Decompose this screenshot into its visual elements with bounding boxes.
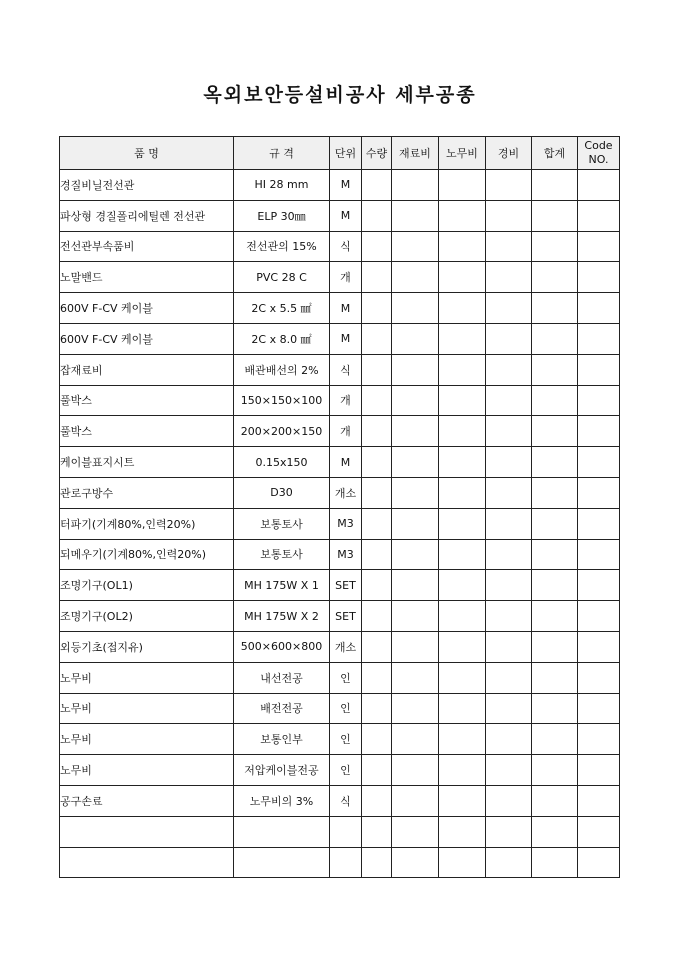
item-quantity-cell (362, 477, 392, 508)
item-labor-cost-cell (439, 354, 486, 385)
item-code-cell (578, 816, 620, 847)
item-expense-cell (486, 785, 532, 816)
item-quantity-cell (362, 601, 392, 632)
item-material-cost-cell (392, 262, 439, 293)
table-row (60, 447, 620, 478)
item-labor-cost-cell (439, 755, 486, 786)
item-spec-cell: 저압케이블전공 (234, 755, 330, 786)
header-code-no (578, 137, 620, 170)
item-code-cell (578, 477, 620, 508)
item-quantity-cell (362, 755, 392, 786)
item-material-cost-cell (392, 200, 439, 231)
item-unit-cell: 개소 (330, 477, 362, 508)
item-unit-cell: 식 (330, 231, 362, 262)
item-code-cell (578, 231, 620, 262)
table-row (60, 293, 620, 324)
item-spec-cell: 200×200×150 (234, 416, 330, 447)
item-material-cost-cell (392, 724, 439, 755)
table-row (60, 508, 620, 539)
item-total-cell (532, 539, 578, 570)
item-material-cost-cell (392, 662, 439, 693)
item-unit-cell (330, 847, 362, 878)
item-quantity-cell (362, 262, 392, 293)
item-spec-cell: 보통토사 (234, 508, 330, 539)
item-total-cell (532, 416, 578, 447)
item-code-cell (578, 447, 620, 478)
cost-breakdown-table (59, 136, 620, 878)
header-total: 합계 (532, 137, 578, 170)
item-name-cell: 노말밴드 (60, 262, 234, 293)
item-expense-cell (486, 508, 532, 539)
item-code-cell (578, 631, 620, 662)
item-expense-cell (486, 724, 532, 755)
item-quantity-cell (362, 816, 392, 847)
item-quantity-cell (362, 570, 392, 601)
item-total-cell (532, 601, 578, 632)
item-spec-cell (234, 816, 330, 847)
item-unit-cell: M (330, 200, 362, 231)
header-name: 품 명 (60, 137, 234, 170)
item-quantity-cell (362, 847, 392, 878)
item-unit-cell: 개 (330, 262, 362, 293)
item-unit-cell: 인 (330, 693, 362, 724)
item-name-cell: 노무비 (60, 755, 234, 786)
item-quantity-cell (362, 724, 392, 755)
table-row (60, 262, 620, 293)
item-expense-cell (486, 293, 532, 324)
item-labor-cost-cell (439, 662, 486, 693)
table-row (60, 847, 620, 878)
item-unit-cell: M3 (330, 508, 362, 539)
item-expense-cell (486, 816, 532, 847)
item-total-cell (532, 293, 578, 324)
table-row (60, 816, 620, 847)
table-row (60, 385, 620, 416)
item-name-cell: 600V F-CV 케이블 (60, 293, 234, 324)
item-name-cell: 노무비 (60, 693, 234, 724)
item-spec-cell: 노무비의 3% (234, 785, 330, 816)
item-name-cell: 외등기초(접지유) (60, 631, 234, 662)
item-unit-cell: M (330, 293, 362, 324)
item-spec-cell: HI 28 mm (234, 170, 330, 201)
item-quantity-cell (362, 539, 392, 570)
item-unit-cell: 개 (330, 416, 362, 447)
item-unit-cell: 개 (330, 385, 362, 416)
item-labor-cost-cell (439, 785, 486, 816)
item-spec-cell: 2C x 5.5 ㎟ (234, 293, 330, 324)
item-spec-cell: 배전전공 (234, 693, 330, 724)
header-code-line2: NO. (588, 153, 609, 166)
item-expense-cell (486, 262, 532, 293)
item-material-cost-cell (392, 755, 439, 786)
item-total-cell (532, 385, 578, 416)
header-spec: 규 격 (234, 137, 330, 170)
item-quantity-cell (362, 662, 392, 693)
item-spec-cell: D30 (234, 477, 330, 508)
item-code-cell (578, 170, 620, 201)
item-expense-cell (486, 693, 532, 724)
item-spec-cell: PVC 28 C (234, 262, 330, 293)
item-quantity-cell (362, 631, 392, 662)
table-row (60, 231, 620, 262)
page-title: 옥외보안등설비공사 세부공종 (203, 84, 477, 106)
item-name-cell: 조명기구(OL2) (60, 601, 234, 632)
item-name-cell (60, 847, 234, 878)
item-code-cell (578, 724, 620, 755)
item-quantity-cell (362, 323, 392, 354)
item-total-cell (532, 847, 578, 878)
item-spec-cell: 0.15x150 (234, 447, 330, 478)
item-total-cell (532, 477, 578, 508)
item-code-cell (578, 662, 620, 693)
item-total-cell (532, 508, 578, 539)
item-spec-cell: MH 175W X 2 (234, 601, 330, 632)
item-labor-cost-cell (439, 231, 486, 262)
table-row (60, 200, 620, 231)
item-code-cell (578, 323, 620, 354)
item-material-cost-cell (392, 847, 439, 878)
item-labor-cost-cell (439, 200, 486, 231)
item-expense-cell (486, 631, 532, 662)
item-expense-cell (486, 354, 532, 385)
item-spec-cell: 500×600×800 (234, 631, 330, 662)
item-labor-cost-cell (439, 539, 486, 570)
item-expense-cell (486, 847, 532, 878)
item-expense-cell (486, 447, 532, 478)
item-spec-cell: 내선전공 (234, 662, 330, 693)
item-name-cell: 되메우기(기계80%,인력20%) (60, 539, 234, 570)
item-material-cost-cell (392, 447, 439, 478)
item-unit-cell: SET (330, 601, 362, 632)
header-expense: 경비 (486, 137, 532, 170)
item-expense-cell (486, 416, 532, 447)
item-quantity-cell (362, 231, 392, 262)
item-total-cell (532, 755, 578, 786)
item-material-cost-cell (392, 816, 439, 847)
header-material-cost: 재료비 (392, 137, 439, 170)
table-row (60, 755, 620, 786)
table-row (60, 170, 620, 201)
item-total-cell (532, 354, 578, 385)
item-name-cell: 경질비닐전선관 (60, 170, 234, 201)
item-unit-cell: M (330, 447, 362, 478)
item-total-cell (532, 816, 578, 847)
item-unit-cell: 식 (330, 785, 362, 816)
item-code-cell (578, 385, 620, 416)
item-code-cell (578, 785, 620, 816)
item-code-cell (578, 693, 620, 724)
item-code-cell (578, 200, 620, 231)
item-expense-cell (486, 477, 532, 508)
item-name-cell: 터파기(기계80%,인력20%) (60, 508, 234, 539)
item-material-cost-cell (392, 416, 439, 447)
item-name-cell: 조명기구(OL1) (60, 570, 234, 601)
item-material-cost-cell (392, 231, 439, 262)
item-code-cell (578, 570, 620, 601)
item-expense-cell (486, 231, 532, 262)
item-labor-cost-cell (439, 631, 486, 662)
item-material-cost-cell (392, 601, 439, 632)
item-code-cell (578, 354, 620, 385)
item-material-cost-cell (392, 354, 439, 385)
header-unit: 단위 (330, 137, 362, 170)
item-quantity-cell (362, 354, 392, 385)
item-spec-cell: MH 175W X 1 (234, 570, 330, 601)
item-labor-cost-cell (439, 477, 486, 508)
item-total-cell (532, 631, 578, 662)
table-row (60, 477, 620, 508)
item-code-cell (578, 539, 620, 570)
item-labor-cost-cell (439, 293, 486, 324)
item-quantity-cell (362, 785, 392, 816)
item-unit-cell: 인 (330, 724, 362, 755)
item-labor-cost-cell (439, 323, 486, 354)
item-expense-cell (486, 323, 532, 354)
item-quantity-cell (362, 200, 392, 231)
item-name-cell: 파상형 경질폴리에틸렌 전선관 (60, 200, 234, 231)
item-code-cell (578, 416, 620, 447)
item-spec-cell: 보통토사 (234, 539, 330, 570)
item-quantity-cell (362, 508, 392, 539)
item-spec-cell: ELP 30㎜ (234, 200, 330, 231)
table-row (60, 539, 620, 570)
table-row (60, 570, 620, 601)
item-expense-cell (486, 539, 532, 570)
item-material-cost-cell (392, 539, 439, 570)
item-labor-cost-cell (439, 416, 486, 447)
item-labor-cost-cell (439, 847, 486, 878)
table-row (60, 416, 620, 447)
item-expense-cell (486, 385, 532, 416)
item-code-cell (578, 293, 620, 324)
table-row (60, 323, 620, 354)
item-name-cell: 잡재료비 (60, 354, 234, 385)
header-quantity: 수량 (362, 137, 392, 170)
item-total-cell (532, 323, 578, 354)
item-material-cost-cell (392, 170, 439, 201)
item-labor-cost-cell (439, 170, 486, 201)
item-unit-cell: SET (330, 570, 362, 601)
item-quantity-cell (362, 693, 392, 724)
item-name-cell: 공구손료 (60, 785, 234, 816)
item-material-cost-cell (392, 785, 439, 816)
item-quantity-cell (362, 170, 392, 201)
item-total-cell (532, 447, 578, 478)
item-labor-cost-cell (439, 508, 486, 539)
item-name-cell (60, 816, 234, 847)
table-header-row (60, 137, 620, 170)
item-name-cell: 관로구방수 (60, 477, 234, 508)
item-expense-cell (486, 662, 532, 693)
item-total-cell (532, 693, 578, 724)
table-body (60, 170, 620, 878)
item-unit-cell: 식 (330, 354, 362, 385)
item-unit-cell (330, 816, 362, 847)
item-labor-cost-cell (439, 693, 486, 724)
item-name-cell: 노무비 (60, 724, 234, 755)
item-material-cost-cell (392, 508, 439, 539)
item-material-cost-cell (392, 385, 439, 416)
table-row (60, 631, 620, 662)
item-name-cell: 풀박스 (60, 385, 234, 416)
item-material-cost-cell (392, 693, 439, 724)
item-material-cost-cell (392, 570, 439, 601)
item-expense-cell (486, 200, 532, 231)
item-spec-cell (234, 847, 330, 878)
item-unit-cell: M (330, 170, 362, 201)
item-spec-cell: 보통인부 (234, 724, 330, 755)
item-unit-cell: 개소 (330, 631, 362, 662)
header-code-line1: Code (584, 139, 613, 152)
item-total-cell (532, 570, 578, 601)
item-name-cell: 케이블표지시트 (60, 447, 234, 478)
item-total-cell (532, 662, 578, 693)
item-total-cell (532, 785, 578, 816)
item-total-cell (532, 200, 578, 231)
item-name-cell: 풀박스 (60, 416, 234, 447)
item-material-cost-cell (392, 631, 439, 662)
item-name-cell: 전선관부속품비 (60, 231, 234, 262)
table-row (60, 354, 620, 385)
item-unit-cell: 인 (330, 755, 362, 786)
item-code-cell (578, 847, 620, 878)
item-code-cell (578, 508, 620, 539)
item-name-cell: 노무비 (60, 662, 234, 693)
item-quantity-cell (362, 416, 392, 447)
item-expense-cell (486, 755, 532, 786)
item-quantity-cell (362, 447, 392, 478)
item-spec-cell: 전선관의 15% (234, 231, 330, 262)
item-unit-cell: 인 (330, 662, 362, 693)
item-labor-cost-cell (439, 570, 486, 601)
item-expense-cell (486, 170, 532, 201)
item-total-cell (532, 170, 578, 201)
item-labor-cost-cell (439, 385, 486, 416)
item-labor-cost-cell (439, 601, 486, 632)
item-code-cell (578, 601, 620, 632)
item-labor-cost-cell (439, 724, 486, 755)
item-unit-cell: M3 (330, 539, 362, 570)
item-spec-cell: 2C x 8.0 ㎟ (234, 323, 330, 354)
header-labor-cost: 노무비 (439, 137, 486, 170)
item-quantity-cell (362, 385, 392, 416)
item-total-cell (532, 231, 578, 262)
item-labor-cost-cell (439, 262, 486, 293)
item-code-cell (578, 755, 620, 786)
item-spec-cell: 150×150×100 (234, 385, 330, 416)
item-spec-cell: 배관배선의 2% (234, 354, 330, 385)
table-row (60, 601, 620, 632)
item-total-cell (532, 262, 578, 293)
item-expense-cell (486, 570, 532, 601)
item-total-cell (532, 724, 578, 755)
table-row (60, 785, 620, 816)
table-row (60, 693, 620, 724)
item-material-cost-cell (392, 477, 439, 508)
table-row (60, 662, 620, 693)
item-material-cost-cell (392, 323, 439, 354)
item-material-cost-cell (392, 293, 439, 324)
item-labor-cost-cell (439, 816, 486, 847)
item-quantity-cell (362, 293, 392, 324)
item-expense-cell (486, 601, 532, 632)
item-code-cell (578, 262, 620, 293)
item-name-cell: 600V F-CV 케이블 (60, 323, 234, 354)
item-unit-cell: M (330, 323, 362, 354)
table-row (60, 724, 620, 755)
item-labor-cost-cell (439, 447, 486, 478)
